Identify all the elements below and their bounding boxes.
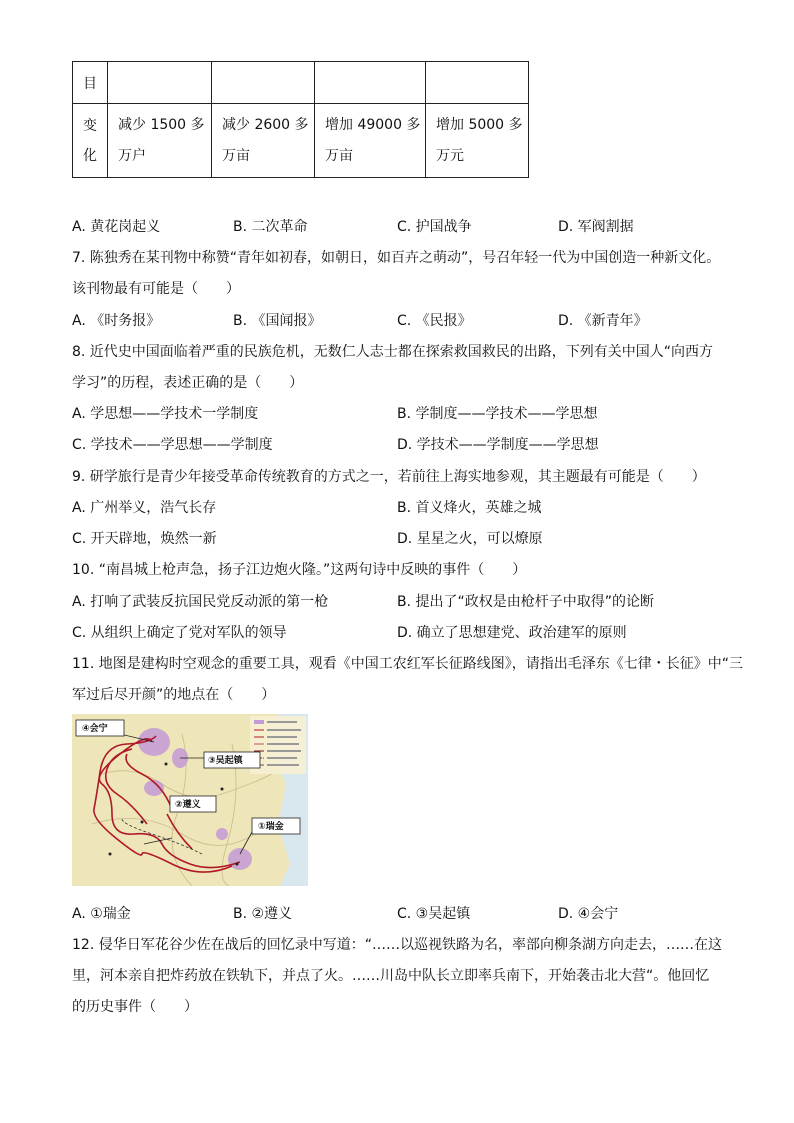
q11-stem-line2: 军过后尽开颜”的地点在（ ）	[72, 687, 276, 703]
q7-stem-line1: 7. 陈独秀在某刊物中称赞“青年如初春，如朝日，如百卉之萌动”，号召年轻一代为中国创造一种新文化。	[72, 250, 721, 266]
q7-option-c[interactable]: C. 《民报》	[397, 313, 472, 329]
q8-option-b[interactable]: B. 学制度——学技术——学思想	[397, 406, 598, 422]
statistics-table	[72, 61, 529, 178]
q10-stem-line1: 10. “南昌城上枪声急，扬子江边炮火隆。”这两句诗中反映的事件（ ）	[72, 562, 527, 578]
q12-stem-line3: 的历史事件（ ）	[72, 999, 198, 1015]
q11-option-a[interactable]: A. ①瑞金	[72, 906, 131, 922]
table-cell	[73, 104, 108, 178]
q7-option-a[interactable]: A. 《时务报》	[72, 313, 161, 329]
cell-line: 万户	[118, 147, 146, 164]
q8-option-a[interactable]: A. 学思想——学技术一学制度	[72, 406, 259, 422]
map-label-wuqizhen: ③吴起镇	[208, 756, 243, 766]
long-march-route-map	[72, 714, 308, 886]
q8-stem-line1: 8. 近代史中国面临着严重的民族危机，无数仁人志士都在探索救国救民的出路，下列有关中国人“向西方	[72, 344, 714, 360]
cell-line: 减少 2600 多	[222, 116, 309, 133]
cell-line: 减少 1500 多	[118, 116, 205, 133]
table-cell	[212, 104, 315, 178]
table-row	[73, 104, 529, 178]
q9-option-b[interactable]: B. 首义烽火，英雄之城	[397, 500, 542, 516]
q11-option-d[interactable]: D. ④会宁	[558, 906, 619, 922]
cell-line: 增加 5000 多	[436, 116, 523, 133]
table-cell	[108, 104, 212, 178]
q11-option-c[interactable]: C. ③吴起镇	[397, 906, 471, 922]
cell-line: 万亩	[325, 147, 353, 164]
table-cell	[426, 62, 529, 104]
cell-line: 万元	[436, 147, 464, 164]
q6-option-a[interactable]: A. 黄花岗起义	[72, 219, 161, 235]
row-label-char: 变	[83, 117, 97, 134]
q9-option-d[interactable]: D. 星星之火，可以燎原	[397, 531, 543, 547]
table-cell	[315, 62, 426, 104]
table-cell	[73, 62, 108, 104]
q12-stem-line2: 里，河本亲自把炸药放在铁轨下，并点了火。……川岛中队长立即率兵南下，开始袭击北大营“。他回忆	[72, 968, 710, 984]
table-cell	[315, 104, 426, 178]
q7-option-b[interactable]: B. 《国闻报》	[233, 313, 322, 329]
q9-option-a[interactable]: A. 广州举义，浩气长存	[72, 500, 217, 516]
table-cell	[108, 62, 212, 104]
q7-option-d[interactable]: D. 《新青年》	[558, 313, 648, 329]
map-label-zunyi: ②遵义	[175, 800, 201, 810]
cell-line: 增加 49000 多	[325, 116, 421, 133]
row-label-char: 化	[83, 147, 97, 164]
q7-stem-line2: 该刊物最有可能是（ ）	[72, 281, 240, 297]
q8-option-d[interactable]: D. 学技术——学制度——学思想	[397, 437, 599, 453]
table-cell	[426, 104, 529, 178]
row-label: 目	[83, 75, 97, 92]
q10-option-b[interactable]: B. 提出了“政权是由枪杆子中取得”的论断	[397, 594, 655, 610]
q9-option-c[interactable]: C. 开天辟地，焕然一新	[72, 531, 217, 547]
q11-option-b[interactable]: B. ②遵义	[233, 906, 293, 922]
q10-option-a[interactable]: A. 打响了武装反抗国民党反动派的第一枪	[72, 594, 329, 610]
table-row	[73, 62, 529, 104]
q8-option-c[interactable]: C. 学技术——学思想——学制度	[72, 437, 273, 453]
q9-stem-line1: 9. 研学旅行是青少年接受革命传统教育的方式之一，若前往上海实地参观，其主题最有可能是（ ）	[72, 469, 706, 485]
q10-option-c[interactable]: C. 从组织上确定了党对军队的领导	[72, 625, 287, 641]
q11-stem-line1: 11. 地图是建构时空观念的重要工具，观看《中国工农红军长征路线图》，请指出毛泽东《七律・长征》中“三	[72, 656, 743, 672]
map-label-huining: ④会宁	[82, 724, 108, 734]
q6-option-d[interactable]: D. 军阀割据	[558, 219, 634, 235]
q6-option-b[interactable]: B. 二次革命	[233, 219, 308, 235]
q12-stem-line1: 12. 侵华日军花谷少佐在战后的回忆录中写道：“……以巡视铁路为名，率部向柳条湖方向走去，……在这	[72, 937, 722, 953]
cell-line: 万亩	[222, 147, 250, 164]
map-label-ruijin: ①瑞金	[258, 822, 284, 832]
q8-stem-line2: 学习”的历程，表述正确的是（ ）	[72, 375, 304, 391]
table-cell	[212, 62, 315, 104]
q10-option-d[interactable]: D. 确立了思想建党、政治建军的原则	[397, 625, 627, 641]
q6-option-c[interactable]: C. 护国战争	[397, 219, 472, 235]
